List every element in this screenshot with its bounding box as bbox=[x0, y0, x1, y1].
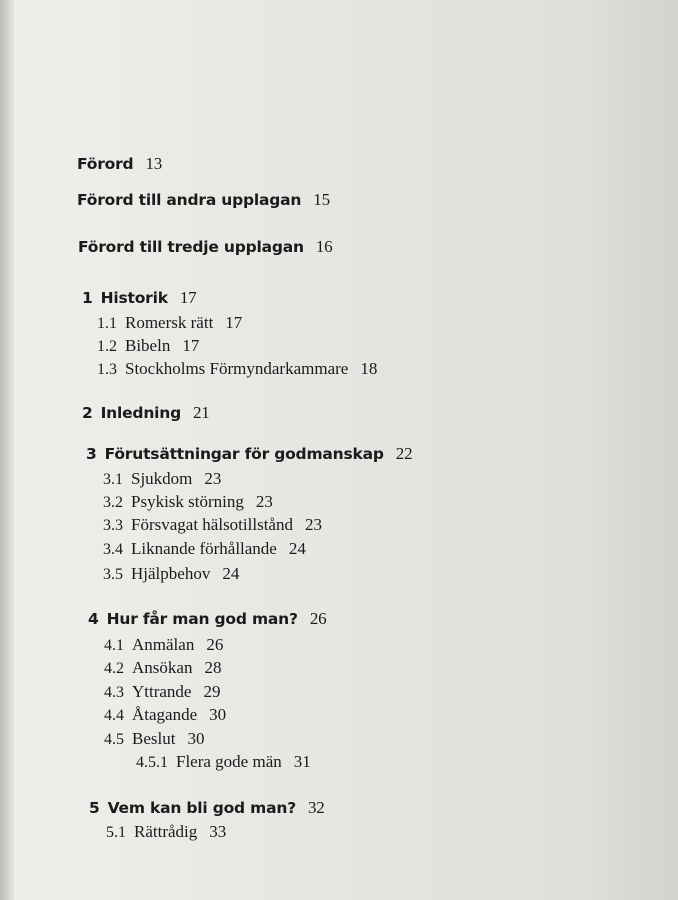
toc-section-1-2 bbox=[97, 336, 199, 356]
toc-section-3-4 bbox=[103, 539, 306, 559]
toc-title: Inledning bbox=[100, 404, 181, 422]
section-number: 4.5.1 bbox=[136, 754, 168, 771]
toc-section-5-1 bbox=[106, 822, 226, 842]
toc-page-number: 24 bbox=[288, 539, 306, 558]
section-number: 1.1 bbox=[97, 315, 117, 332]
toc-title: Sjukdom bbox=[131, 469, 193, 488]
toc-page-number: 16 bbox=[315, 237, 333, 256]
toc-title: Förutsättningar för godmanskap bbox=[104, 445, 384, 463]
toc-title: Flera gode män bbox=[176, 752, 282, 771]
toc-page-number: 17 bbox=[182, 336, 200, 355]
toc-section-4-2 bbox=[104, 658, 221, 678]
section-number: 4.1 bbox=[104, 637, 124, 654]
toc-entry-forord-tredje bbox=[78, 237, 332, 257]
toc-entry-forord bbox=[77, 154, 162, 174]
toc-section-3-2 bbox=[103, 492, 273, 512]
toc-page-number: 13 bbox=[145, 154, 163, 173]
toc-page-number: 24 bbox=[222, 564, 240, 583]
chapter-number: 5 bbox=[89, 799, 100, 817]
toc-title: Försvagat hälsotillstånd bbox=[131, 515, 293, 534]
toc-title: Ansökan bbox=[132, 658, 193, 677]
toc-section-1-1 bbox=[97, 313, 242, 333]
toc-page-number: 28 bbox=[204, 658, 222, 677]
toc-chapter-4 bbox=[88, 609, 326, 629]
section-number: 3.5 bbox=[103, 566, 123, 583]
toc-page-number: 23 bbox=[255, 492, 273, 511]
toc-page-number: 17 bbox=[225, 313, 243, 332]
toc-title: Hur får man god man? bbox=[106, 610, 298, 628]
toc-page-number: 30 bbox=[187, 729, 205, 748]
page-edge-shadow bbox=[580, 0, 678, 900]
toc-chapter-3 bbox=[86, 444, 412, 464]
toc-title: Vem kan bli god man? bbox=[107, 799, 296, 817]
toc-page-number: 32 bbox=[308, 798, 325, 817]
toc-section-3-3 bbox=[103, 515, 322, 535]
toc-section-4-5-1 bbox=[136, 752, 311, 772]
toc-section-3-5 bbox=[103, 564, 239, 584]
section-number: 4.4 bbox=[104, 707, 124, 724]
toc-title: Stockholms Förmyndarkammare bbox=[125, 359, 349, 378]
toc-page-number: 26 bbox=[206, 635, 224, 654]
toc-title: Förord till tredje upplagan bbox=[78, 238, 304, 256]
toc-section-4-5 bbox=[104, 729, 204, 749]
toc-chapter-2 bbox=[82, 403, 210, 423]
section-number: 1.2 bbox=[97, 338, 117, 355]
toc-title: Åtagande bbox=[132, 705, 198, 724]
toc-page-number: 17 bbox=[179, 288, 197, 307]
toc-page-number: 30 bbox=[209, 705, 227, 724]
chapter-number: 1 bbox=[82, 289, 93, 307]
toc-section-4-1 bbox=[104, 635, 223, 655]
toc-title: Hjälpbehov bbox=[131, 564, 211, 583]
toc-title: Yttrande bbox=[132, 682, 192, 701]
book-spine-shadow bbox=[0, 0, 14, 900]
chapter-number: 2 bbox=[82, 404, 93, 422]
toc-title: Bibeln bbox=[125, 336, 171, 355]
chapter-number: 4 bbox=[88, 610, 99, 628]
toc-page-number: 22 bbox=[395, 444, 413, 463]
toc-page-number: 23 bbox=[204, 469, 222, 488]
toc-page-number: 18 bbox=[360, 359, 378, 378]
toc-entry-forord-andra bbox=[77, 190, 330, 210]
toc-title: Anmälan bbox=[132, 635, 195, 654]
toc-title: Psykisk störning bbox=[131, 492, 244, 511]
toc-title: Rättrådig bbox=[134, 822, 198, 841]
section-number: 4.5 bbox=[104, 731, 124, 748]
toc-section-4-3 bbox=[104, 682, 220, 702]
section-number: 4.3 bbox=[104, 684, 124, 701]
section-number: 3.4 bbox=[103, 541, 123, 558]
toc-title: Historik bbox=[100, 289, 168, 307]
section-number: 1.3 bbox=[97, 361, 117, 378]
section-number: 3.3 bbox=[103, 517, 123, 534]
section-number: 4.2 bbox=[104, 660, 124, 677]
toc-section-3-1 bbox=[103, 469, 221, 489]
section-number: 5.1 bbox=[106, 824, 126, 841]
toc-title: Romersk rätt bbox=[125, 313, 214, 332]
toc-title: Förord bbox=[77, 155, 134, 173]
toc-page-number: 26 bbox=[309, 609, 327, 628]
toc-section-4-4 bbox=[104, 705, 226, 725]
section-number: 3.1 bbox=[103, 471, 123, 488]
toc-title: Liknande förhållande bbox=[131, 539, 277, 558]
chapter-number: 3 bbox=[86, 445, 97, 463]
toc-title: Förord till andra upplagan bbox=[77, 191, 302, 209]
toc-chapter-1 bbox=[82, 288, 196, 308]
toc-page-number: 33 bbox=[209, 822, 227, 841]
toc-page-number: 23 bbox=[304, 515, 322, 534]
toc-section-1-3 bbox=[97, 359, 377, 379]
toc-chapter-5 bbox=[89, 798, 325, 818]
toc-page-number: 15 bbox=[313, 190, 330, 209]
toc-page-number: 31 bbox=[293, 752, 311, 771]
section-number: 3.2 bbox=[103, 494, 123, 511]
toc-title: Beslut bbox=[132, 729, 176, 748]
toc-page-number: 21 bbox=[193, 403, 210, 422]
toc-page-number: 29 bbox=[203, 682, 221, 701]
